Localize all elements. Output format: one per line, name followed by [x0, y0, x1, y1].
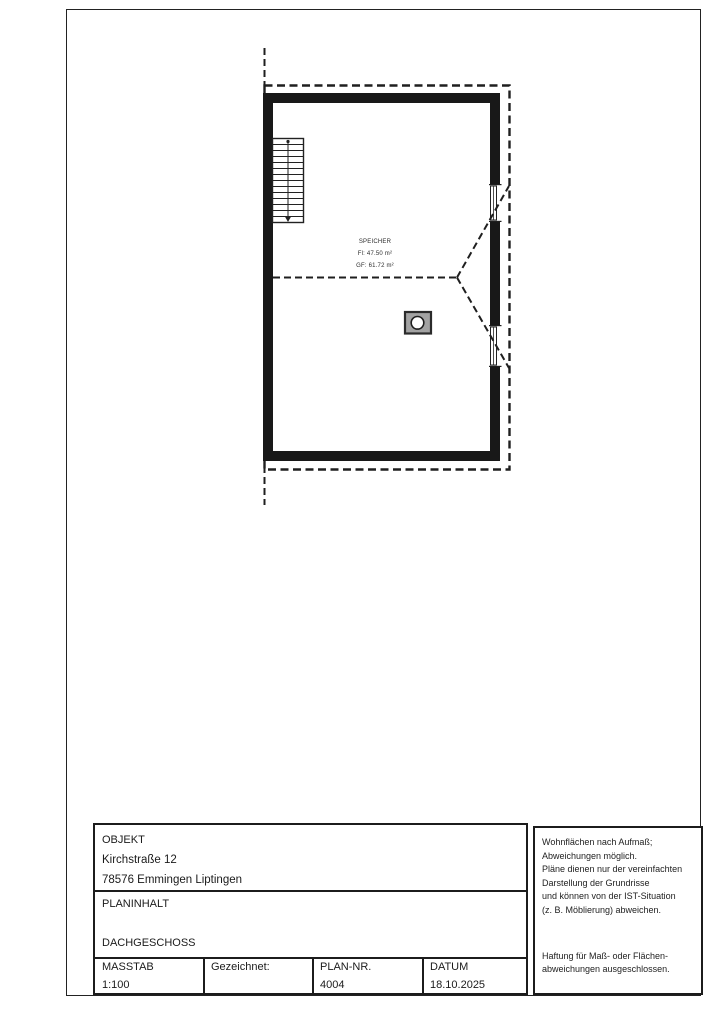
- address-line1: Kirchstraße 12: [102, 854, 177, 866]
- objekt-label: OBJEKT: [102, 834, 145, 846]
- plan-nr-label: PLAN-NR.: [320, 961, 372, 973]
- title-block: [93, 823, 528, 995]
- staircase: [273, 139, 304, 223]
- address-line2: 78576 Emmingen Liptingen: [102, 874, 243, 886]
- disclaimer-line: Wohnflächen nach Aufmaß;: [542, 837, 653, 847]
- disclaimer-line: Darstellung der Grundrisse: [542, 877, 650, 888]
- disclaimer-line: (z. B. Möblierung) abweichen.: [542, 904, 662, 915]
- chimney: [405, 312, 431, 334]
- disclaimer-line: abweichungen ausgeschlossen.: [542, 964, 670, 975]
- room-label: [329, 236, 421, 272]
- disclaimer-line: Pläne dienen nur der vereinfachten: [542, 864, 683, 875]
- stair-start-dot: [286, 140, 289, 143]
- plan-nr-value: 4004: [320, 979, 345, 991]
- masstab-label: MASSTAB: [102, 961, 154, 973]
- disclaimer-line: und können von der IST-Situation: [542, 891, 676, 902]
- titleblock-divider-2: [95, 957, 526, 959]
- disclaimer-box: [533, 826, 703, 995]
- room-area-gf: GF: 61.72 m²: [356, 263, 394, 269]
- planinhalt-label: PLANINHALT: [102, 898, 170, 910]
- cell-divider-1: [203, 957, 205, 993]
- plan-content: DACHGESCHOSS: [102, 937, 196, 949]
- masstab-value: 1:100: [102, 979, 130, 991]
- cell-divider-2: [312, 957, 314, 993]
- room-area-fl: Fl: 47.50 m²: [357, 251, 393, 257]
- datum-label: DATUM: [430, 961, 469, 973]
- gezeichnet-label: Gezeichnet:: [211, 961, 270, 973]
- titleblock-divider-1: [95, 890, 526, 892]
- room-name: SPEICHER: [358, 239, 392, 245]
- disclaimer-line: Haftung für Maß- oder Flächen-: [542, 950, 669, 961]
- datum-value: 18.10.2025: [430, 979, 486, 991]
- disclaimer-block-2: [542, 950, 697, 977]
- disclaimer-block-1: [542, 836, 697, 918]
- disclaimer-line: Abweichungen möglich.: [542, 850, 638, 861]
- cell-divider-3: [422, 957, 424, 993]
- chimney-pipe: [411, 317, 424, 330]
